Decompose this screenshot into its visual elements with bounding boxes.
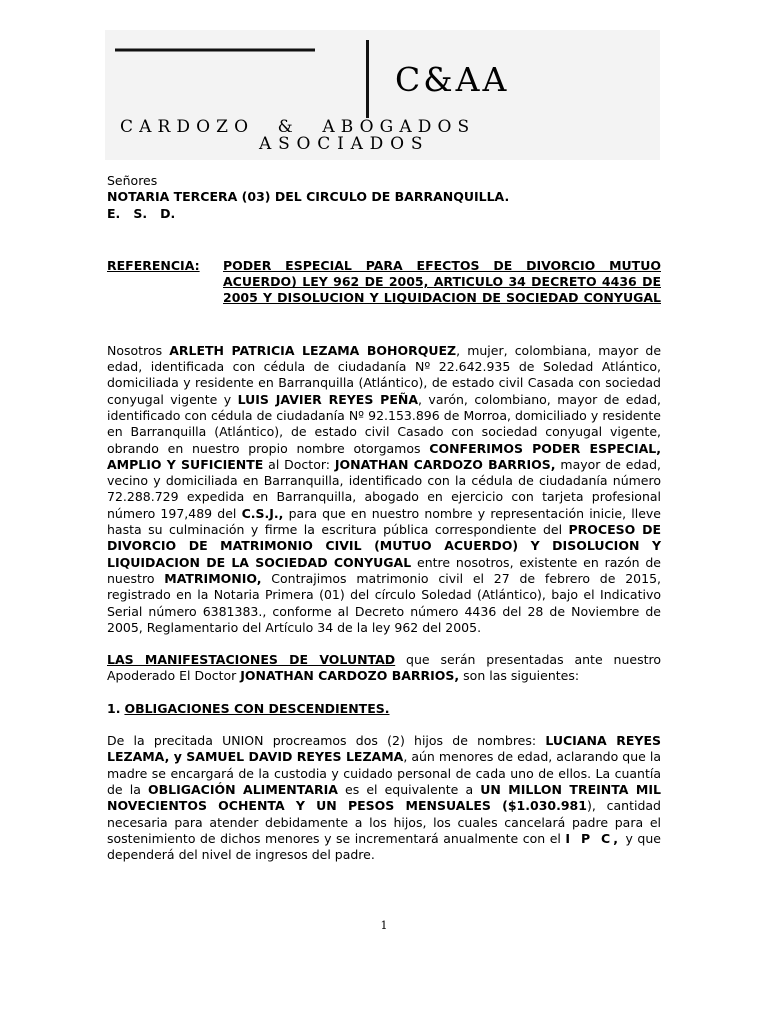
reference-label: REFERENCIA: (107, 257, 200, 273)
firm-monogram: C&AA (395, 60, 510, 99)
reference-block (107, 258, 661, 307)
recipient: NOTARIA TERCERA (03) DEL CIRCULO DE BARRANQUILLA. (107, 189, 510, 205)
paragraph-grantors: Nosotros ARLETH PATRICIA LEZAMA BOHORQUEZ, mujer, colombiana, mayor de edad, identificada con cédula de ciudadanía Nº 22.642.935 de Soledad Atlántico, domiciliada y residente en Barranquilla (Atlántico), de estado civil Casada con sociedad conyugal vigente y LUIS JAVIER REYES PEÑA, varón, colombiano, mayor de edad, identificado con cédula de ciudadanía Nº 92.153.896 de Morroa, domiciliado y residente en Barranquilla (Atlántico), de estado civil Casado con sociedad conyugal vigente, obrando en nuestro propio nombre otorgamos CONFERIMOS PODER ESPECIAL, AMPLIO Y SUFICIENTE al Doctor: JONATHAN CARDOZO BARRIOS, mayor de edad, vecino y domiciliada en Barranquilla, identificado con la cédula de ciudadanía número 72.288.729 expedida en Barranquilla, abogado en ejercicio con tarjeta profesional número 197,489 del C.S.J., para que en nuestro nombre y representación inicie, lleve hasta su culminación y firme la escritura pública correspondiente del PROCESO DE DIVORCIO DE MATRIMONIO CIVIL (MUTUO ACUERDO) Y DISOLUCION Y LIQUIDACION DE LA SOCIEDAD CONYUGAL entre nosotros, existente en razón de nuestro MATRIMONIO, Contrajimos matrimonio civil el 27 de febrero de 2015, registrado en la Notaria Primera (01) del círculo Soledad (Atlántico), bajo el Indicativo Serial número 6381383., conforme al Decreto número 4436 del 28 de Noviembre de 2005, Reglamentario del Artículo 34 de la ley 962 del 2005. (107, 342, 662, 635)
letterhead-divider (366, 40, 369, 118)
document-body (107, 173, 661, 863)
esd-line: E. S. D. (107, 205, 176, 221)
section-heading: 1. OBLIGACIONES CON DESCENDIENTES. (107, 700, 390, 716)
salutation: Señores (107, 173, 158, 188)
page-number: 1 (380, 919, 388, 932)
paragraph-manifestations: LAS MANIFESTACIONES DE VOLUNTAD que serán presentadas ante nuestro Apoderado El Doctor JONATHAN CARDOZO BARRIOS, son las siguientes: (107, 652, 661, 684)
firm-name-line2: ASOCIADOS (259, 134, 430, 154)
firm-name-line1: CARDOZO & ABOGADOS (120, 117, 476, 137)
scales-of-justice-icon (115, 40, 315, 110)
paragraph-obligations: De la precitada UNION procreamos dos (2) hijos de nombres: LUCIANA REYES LEZAMA, y SAMUEL DAVID REYES LEZAMA, aún menores de edad, aclarando que la madre se encargará de la custodia y cuidado personal de cada uno de ellos. La cuantía de la OBLIGACIÓN ALIMENTARIA es el equivalente a UN MILLON TREINTA MIL NOVECIENTOS OCHENTA Y UN PESOS MENSUALES ($1.030.981), cantidad necesaria para atender debidamente a los hijos, los cuales cancelará padre para el sostenimiento de dichos menores y se incrementará anualmente con el I P C, y que dependerá del nivel de ingresos del padre. (107, 733, 662, 863)
reference-text: PODER ESPECIAL PARA EFECTOS DE DIVORCIO MUTUO ACUERDO) LEY 962 DE 2005, ARTICULO 34 DECRETO 4436 DE 2005 Y DISOLUCION Y LIQUIDACION DE SOCIEDAD CONYUGAL (223, 257, 661, 306)
